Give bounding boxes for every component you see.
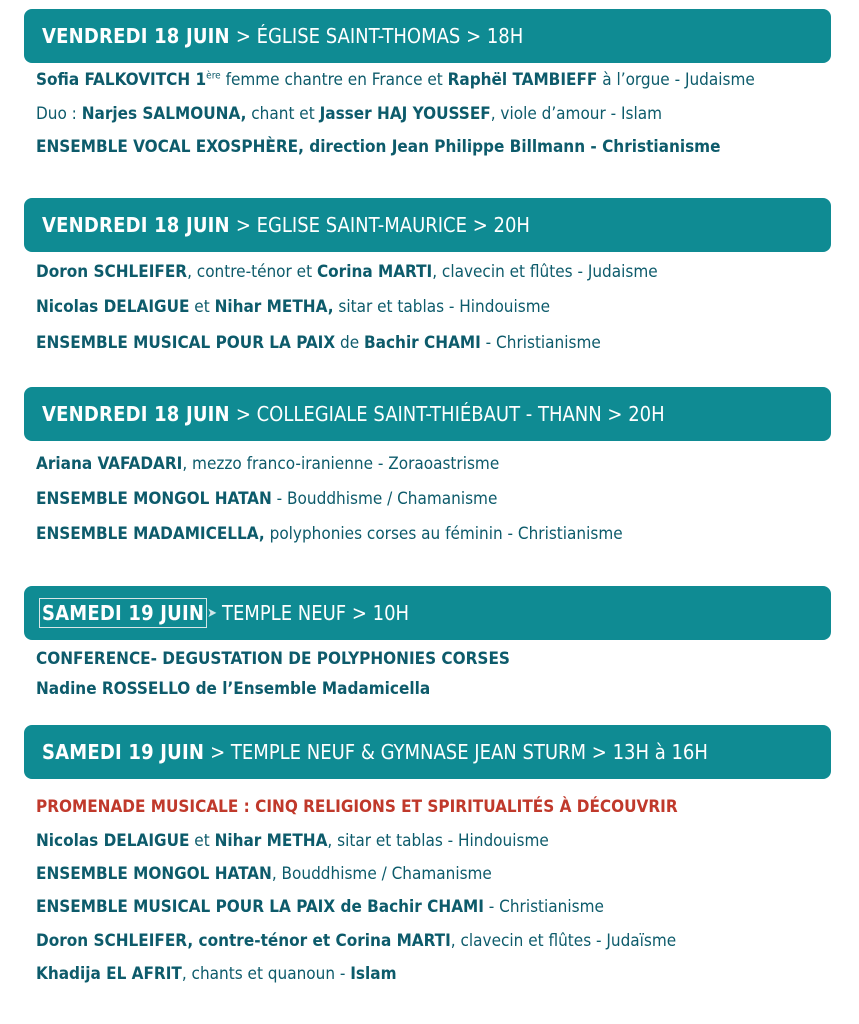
section-day: VENDREDI 18 JUIN [42, 213, 230, 237]
performer-name: Nadine ROSSELLO de l’Ensemble Madamicella [36, 679, 431, 699]
performer-detail: sitar et tablas - Hindouisme [333, 297, 551, 317]
performer-name: Islam [350, 964, 397, 984]
performer-detail: - Christianisme [480, 333, 601, 353]
performer-line [36, 104, 662, 124]
performer-name: ENSEMBLE MUSICAL POUR LA PAIX de Bachir CHAMI [36, 897, 484, 917]
performer-name: Jasser HAJ YOUSSEF [319, 104, 491, 124]
performer-line [36, 964, 397, 984]
section-venue-time: > TEMPLE NEUF & GYMNASE JEAN STURM > 13H à 16H [210, 740, 708, 764]
performer-detail: - Christianisme [483, 897, 604, 917]
performer-line [36, 797, 678, 817]
performer-line [36, 897, 604, 917]
performer-detail: à l’orgue - Judaisme [597, 70, 755, 90]
performer-name: Khadija EL AFRIT [36, 964, 182, 984]
performer-detail: , sitar et tablas - Hindouisme [327, 831, 549, 851]
section-venue-time: > COLLEGIALE SAINT-THIÉBAUT - THANN > 20H [235, 402, 665, 426]
performer-name: Ariana VAFADARI [36, 454, 183, 474]
section-venue-time: TEMPLE NEUF > 10H [221, 601, 410, 625]
performer-detail: et [189, 831, 215, 851]
section-venue-time: > EGLISE SAINT-MAURICE > 20H [235, 213, 530, 237]
section-header-3 [24, 387, 831, 441]
performer-name: ENSEMBLE VOCAL EXOSPHÈRE, direction Jean Philippe Billmann - Christianisme [36, 137, 721, 157]
performer-name: ENSEMBLE MONGOL HATAN [36, 864, 272, 884]
section-day: VENDREDI 18 JUIN [42, 402, 230, 426]
performer-name: ENSEMBLE MONGOL HATAN [36, 489, 272, 509]
performer-name: ENSEMBLE MUSICAL POUR LA PAIX [36, 333, 336, 353]
performer-line [36, 649, 510, 669]
section-day: VENDREDI 18 JUIN [42, 24, 230, 48]
performer-line [36, 262, 658, 282]
small-arrow-icon: ➤ [207, 605, 217, 621]
performer-name: Nicolas DELAIGUE [36, 297, 190, 317]
performer-detail: et [189, 297, 215, 317]
performer-name: Raphël TAMBIEFF [447, 70, 598, 90]
performer-name: Nihar METHA, [214, 297, 334, 317]
performer-line [36, 524, 623, 544]
performer-line [36, 137, 721, 157]
performer-detail: , clavecin et flûtes - Judaisme [432, 262, 658, 282]
section-day: SAMEDI 19 JUIN [42, 740, 205, 764]
performer-line [36, 931, 676, 951]
section-header-4 [24, 586, 831, 640]
section-header-2 [24, 198, 831, 252]
performer-line [36, 831, 549, 851]
performer-line [36, 333, 601, 353]
performer-line [36, 489, 497, 509]
performer-line [36, 454, 499, 474]
performer-name: Nicolas DELAIGUE [36, 831, 190, 851]
performer-name: Doron SCHLEIFER, contre-ténor et Corina MARTI [36, 931, 451, 951]
performer-line [36, 679, 430, 699]
section-day: SAMEDI 19 JUIN [42, 601, 205, 625]
performer-line [36, 864, 492, 884]
performer-name: CONFERENCE- DEGUSTATION DE POLYPHONIES CORSES [36, 649, 510, 669]
performer-name: Bachir CHAMI [364, 333, 481, 353]
performer-name: ENSEMBLE MADAMICELLA, [36, 524, 265, 544]
performer-detail: ère [206, 70, 221, 82]
performer-name: Doron SCHLEIFER [36, 262, 188, 282]
performer-line [36, 70, 755, 90]
performer-detail: femme chantre en France et [220, 70, 448, 90]
performer-detail: , clavecin et flûtes - Judaïsme [450, 931, 677, 951]
performer-detail: , contre-ténor et [187, 262, 317, 282]
section-header-1 [24, 9, 831, 63]
performer-detail: , chants et quanoun - [181, 964, 351, 984]
section-venue-time: > ÉGLISE SAINT-THOMAS > 18H [235, 24, 524, 48]
performer-detail: polyphonies corses au féminin - Christianisme [264, 524, 623, 544]
section-header-5 [24, 725, 831, 779]
performer-detail: Duo : [36, 104, 82, 124]
performer-name: Sofia FALKOVITCH 1 [36, 70, 207, 90]
performer-detail: , viole d’amour - Islam [490, 104, 663, 124]
performer-name: Narjes SALMOUNA, [81, 104, 247, 124]
performer-line [36, 297, 550, 317]
performer-detail: de [335, 333, 365, 353]
performer-detail: , Bouddhisme / Chamanisme [271, 864, 492, 884]
performer-detail: chant et [246, 104, 320, 124]
performer-name: Nihar METHA [214, 831, 328, 851]
performer-name: PROMENADE MUSICALE : CINQ RELIGIONS ET SPIRITUALITÉS À DÉCOUVRIR [36, 797, 678, 817]
performer-detail: , mezzo franco-iranienne - Zoraoastrisme [182, 454, 500, 474]
performer-name: Corina MARTI [316, 262, 433, 282]
performer-detail: - Bouddhisme / Chamanisme [271, 489, 498, 509]
